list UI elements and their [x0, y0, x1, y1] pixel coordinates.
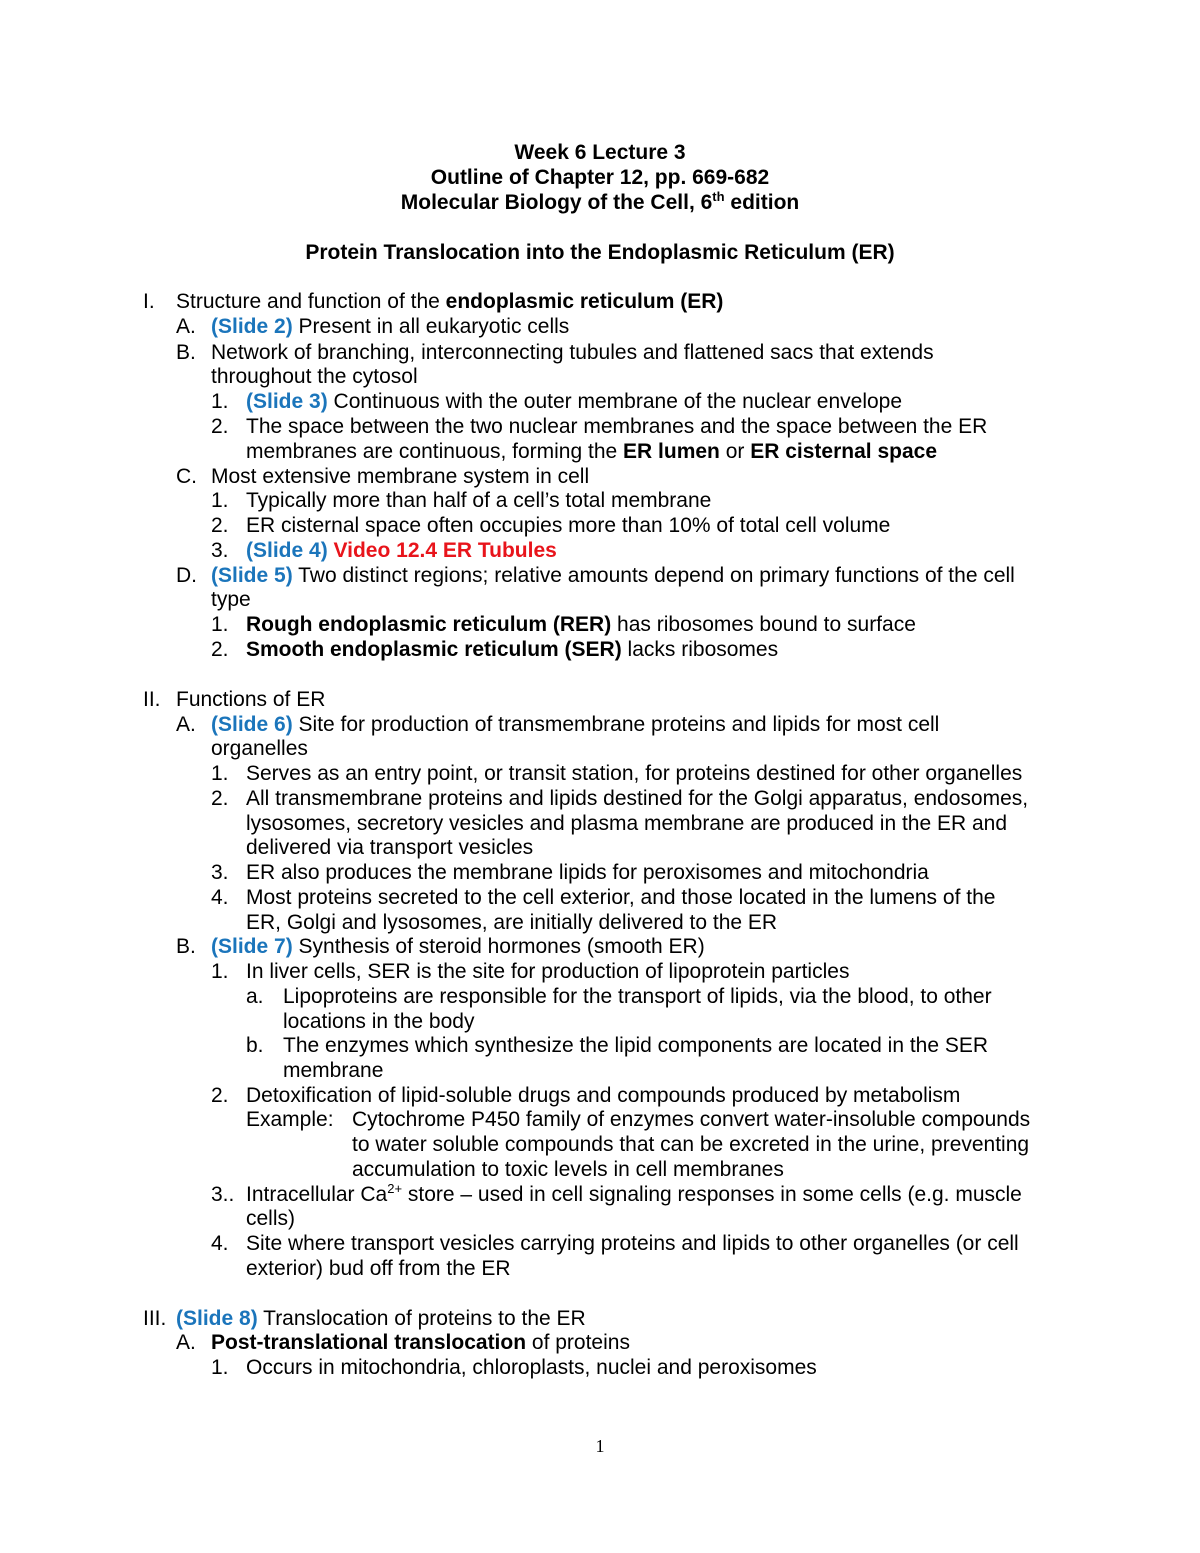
example-label: Example:	[246, 1108, 334, 1131]
item-marker: A.	[176, 1331, 196, 1354]
outline-item: All transmembrane proteins and lipids destined for the Golgi apparatus, endosomes,	[246, 787, 1029, 810]
section-marker: III.	[143, 1307, 167, 1330]
doc-header-line3: Molecular Biology of the Cell, 6th edition	[400, 189, 800, 214]
outline-item: Smooth endoplasmic reticulum (SER) lacks ribosomes	[246, 638, 779, 661]
outline-item: Intracellular $Ca^{2+}$ store – used in cell signaling responses in some cells (e.g. muscle	[246, 1181, 1022, 1206]
example-text: Cytochrome P450 family of enzymes convert water-insoluble compounds	[352, 1108, 1031, 1131]
outline-item: (Slide 2) Present in all eukaryotic cells	[211, 315, 570, 338]
outline-item: Post-translational translocation of proteins	[211, 1331, 630, 1354]
item-marker: 1.	[211, 390, 229, 413]
outline-item: Lipoproteins are responsible for the transport of lipids, via the blood, to other	[283, 985, 992, 1008]
outline-item: (Slide 7) Synthesis of steroid hormones (smooth ER)	[211, 935, 705, 958]
example-text: accumulation to toxic levels in cell membranes	[352, 1158, 784, 1181]
page-number: 1	[595, 1436, 605, 1456]
item-marker: A.	[176, 713, 196, 736]
item-marker: 2.	[211, 514, 229, 537]
outline-item: Site where transport vesicles carrying proteins and lipids to other organelles (or cell	[246, 1232, 1019, 1255]
section-heading: Structure and function of the endoplasmic reticulum (ER)	[176, 290, 724, 313]
item-marker: D.	[176, 564, 197, 587]
item-marker: C.	[176, 465, 197, 488]
doc-title: Protein Translocation into the Endoplasmic Reticulum (ER)	[305, 241, 895, 264]
section-marker: I.	[143, 290, 155, 313]
item-marker: 3..	[211, 1183, 235, 1206]
item-marker: 1.	[211, 960, 229, 983]
item-marker: 3.	[211, 539, 229, 562]
section-heading: Functions of ER	[176, 688, 326, 711]
outline-item-cont: organelles	[211, 737, 308, 760]
example-text: to water soluble compounds that can be excreted in the urine, preventing	[352, 1133, 1030, 1156]
item-marker: B.	[176, 935, 196, 958]
item-marker: 4.	[211, 1232, 229, 1255]
item-marker: 3.	[211, 861, 229, 884]
outline-item: Typically more than half of a cell’s total membrane	[246, 489, 712, 512]
outline-item-cont: type	[211, 588, 251, 611]
outline-item: (Slide 6) Site for production of transmembrane proteins and lipids for most cell	[211, 713, 940, 736]
item-marker: 1.	[211, 489, 229, 512]
outline-item-cont: membranes are continuous, forming the ER lumen or ER cisternal space	[246, 440, 937, 463]
section-heading: (Slide 8) Translocation of proteins to the ER	[176, 1307, 586, 1330]
item-marker: a.	[246, 985, 264, 1008]
outline-item-cont: exterior) bud off from the ER	[246, 1257, 511, 1280]
item-marker: 4.	[211, 886, 229, 909]
outline-item: The space between the two nuclear membranes and the space between the ER	[246, 415, 988, 438]
outline-item: ER also produces the membrane lipids for peroxisomes and mitochondria	[246, 861, 929, 884]
outline-item: Rough endoplasmic reticulum (RER) has ribosomes bound to surface	[246, 613, 916, 636]
item-marker: A.	[176, 315, 196, 338]
item-marker: 2.	[211, 415, 229, 438]
item-marker: 2.	[211, 638, 229, 661]
doc-header-line2: Outline of Chapter 12, pp. 669-682	[430, 166, 770, 189]
outline-item: Serves as an entry point, or transit station, for proteins destined for other organelles	[246, 762, 1023, 785]
outline-item: ER cisternal space often occupies more than 10% of total cell volume	[246, 514, 891, 537]
outline-item-cont: membrane	[283, 1059, 384, 1082]
section-marker: II.	[143, 688, 161, 711]
outline-item: Network of branching, interconnecting tubules and flattened sacs that extends	[211, 341, 934, 364]
outline-item-cont: throughout the cytosol	[211, 365, 418, 388]
outline-item-cont: cells)	[246, 1207, 296, 1230]
outline-item: In liver cells, SER is the site for production of lipoprotein particles	[246, 960, 850, 983]
outline-item-cont: delivered via transport vesicles	[246, 836, 534, 859]
outline-item: Most extensive membrane system in cell	[211, 465, 590, 488]
item-marker: 1.	[211, 762, 229, 785]
outline-item: The enzymes which synthesize the lipid components are located in the SER	[283, 1034, 989, 1057]
doc-header-line1: Week 6 Lecture 3	[514, 141, 686, 164]
outline-item: (Slide 4) Video 12.4 ER Tubules	[246, 539, 557, 562]
outline-item: Most proteins secreted to the cell exterior, and those located in the lumens of the	[246, 886, 996, 909]
video-link: Video 12.4 ER Tubules	[327, 539, 557, 562]
outline-item-cont: locations in the body	[283, 1010, 475, 1033]
item-marker: 1.	[211, 1356, 229, 1379]
outline-item: Detoxification of lipid-soluble drugs and compounds produced by metabolism	[246, 1084, 961, 1107]
outline-item: (Slide 3) Continuous with the outer membrane of the nuclear envelope	[246, 390, 903, 413]
outline-item-cont: lysosomes, secretory vesicles and plasma membrane are produced in the ER and	[246, 812, 1008, 835]
item-marker: 2.	[211, 1084, 229, 1107]
item-marker: 2.	[211, 787, 229, 810]
item-marker: b.	[246, 1034, 264, 1057]
outline-item: Occurs in mitochondria, chloroplasts, nuclei and peroxisomes	[246, 1356, 817, 1379]
item-marker: 1.	[211, 613, 229, 636]
outline-item-cont: ER, Golgi and lysosomes, are initially delivered to the ER	[246, 911, 778, 934]
item-marker: B.	[176, 341, 196, 364]
outline-item: (Slide 5) Two distinct regions; relative amounts depend on primary functions of the cell	[211, 564, 1015, 587]
